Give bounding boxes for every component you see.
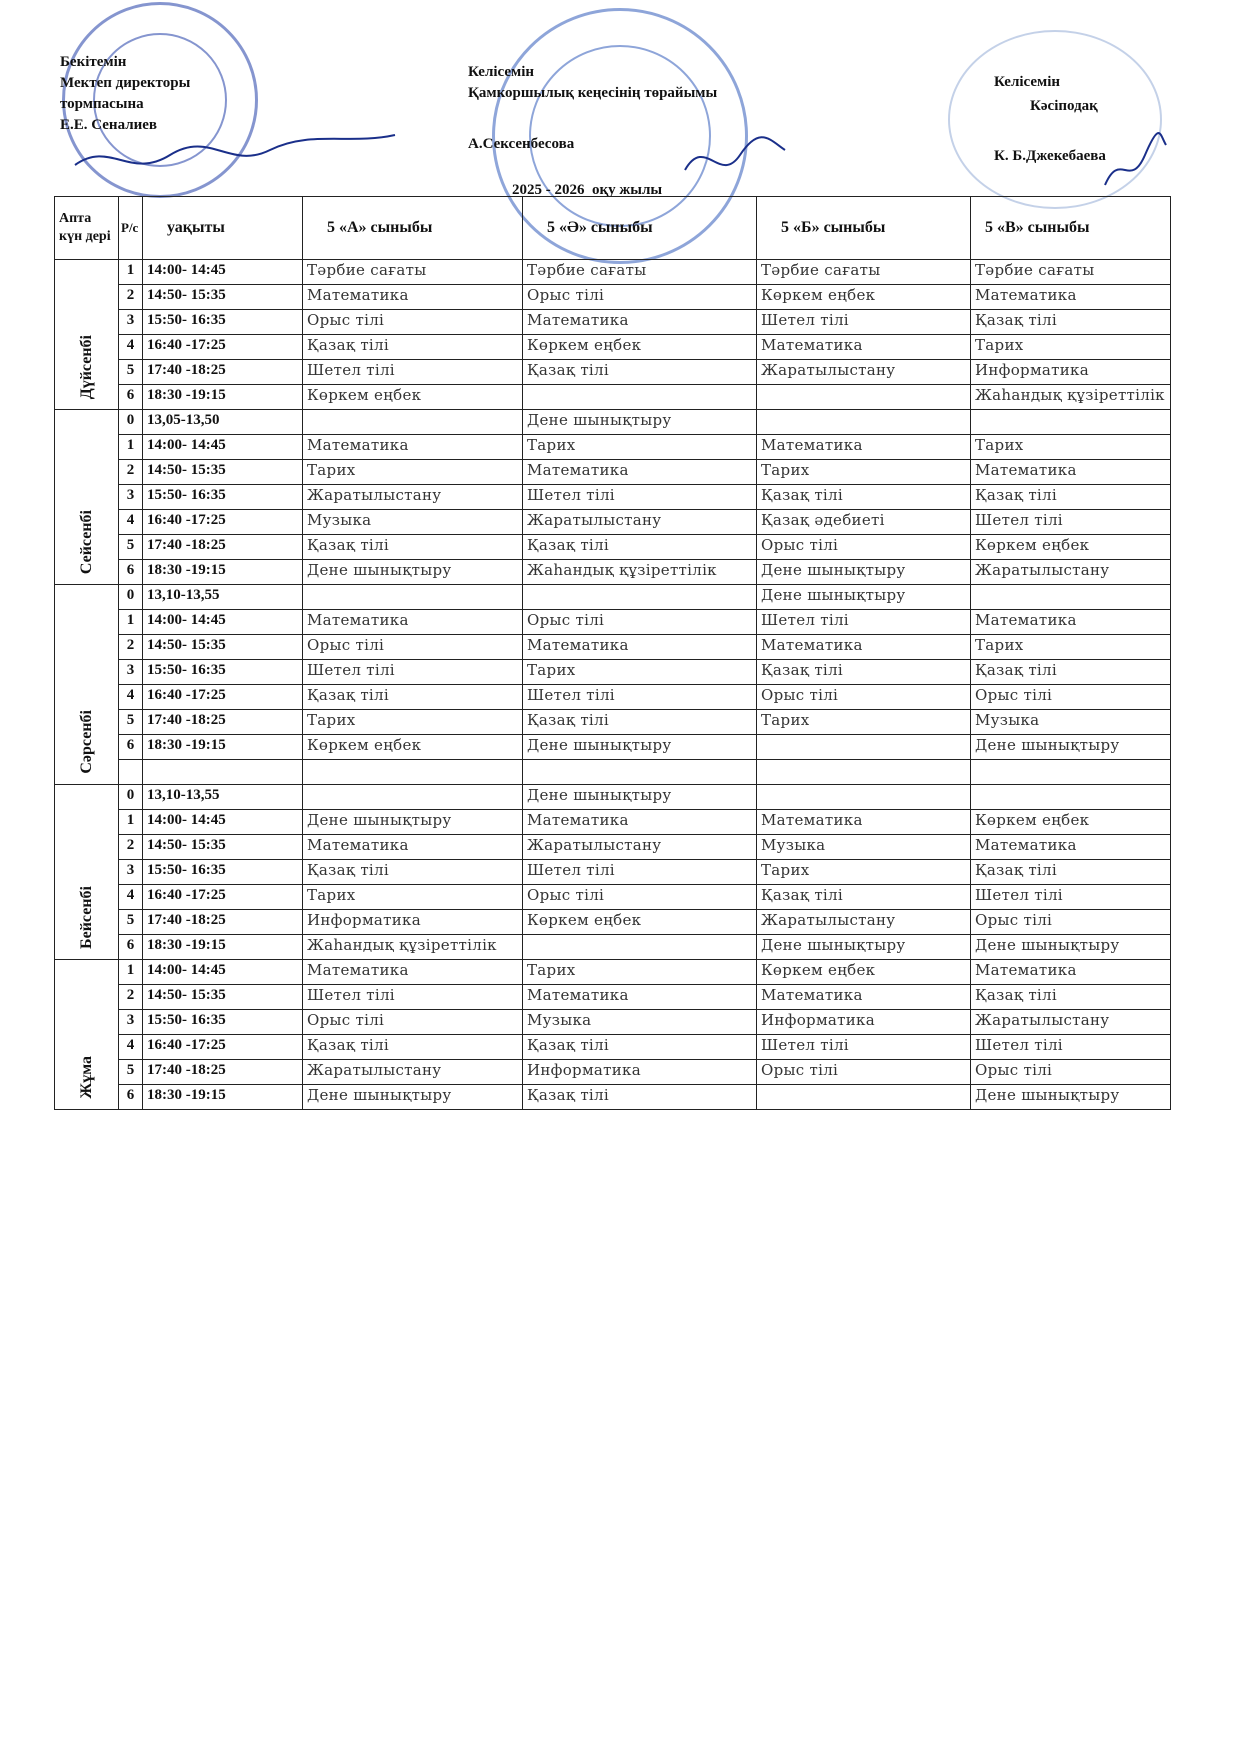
table-row [55,660,1171,685]
subject-cell: Жаһандық құзіреттілік [523,560,757,585]
day-cell [55,260,119,410]
lesson-time: 14:50- 15:35 [143,635,303,660]
subject-cell: Музыка [303,510,523,535]
subject-cell: Математика [303,285,523,310]
table-row [55,935,1171,960]
lesson-time [143,760,303,785]
subject-cell: Дене шынықтыру [303,560,523,585]
lesson-time: 16:40 -17:25 [143,1035,303,1060]
subject-cell: Жаратылыстану [303,485,523,510]
subject-cell: Орыс тілі [303,1010,523,1035]
subject-cell: Тарих [523,960,757,985]
lesson-number: 4 [119,1035,143,1060]
subject-cell: Математика [757,985,971,1010]
lesson-number: 5 [119,535,143,560]
subject-cell: Математика [303,835,523,860]
subject-cell: Музыка [757,835,971,860]
subject-cell: Математика [303,610,523,635]
header-class-5v: 5 «В» сыныбы [971,197,1171,260]
subject-cell: Математика [757,335,971,360]
subject-cell: Дене шынықтыру [971,935,1171,960]
table-row [55,735,1171,760]
lesson-time: 17:40 -18:25 [143,1060,303,1085]
approval-line: тормпасына [60,96,144,112]
subject-cell: Математика [523,985,757,1010]
subject-cell [303,410,523,435]
header-day: Апта күн дері [55,197,119,260]
subject-cell: Тарих [757,460,971,485]
lesson-number: 2 [119,835,143,860]
subject-cell: Дене шынықтыру [757,585,971,610]
subject-cell: Тарих [971,335,1171,360]
lesson-time: 15:50- 16:35 [143,860,303,885]
subject-cell: Математика [523,635,757,660]
subject-cell: Тәрбие сағаты [971,260,1171,285]
table-row [55,585,1171,610]
union-title: Кәсіподақ [1030,98,1098,114]
subject-cell: Информатика [971,360,1171,385]
subject-cell: Орыс тілі [757,1060,971,1085]
subject-cell: Қазақ тілі [303,335,523,360]
lesson-number: 1 [119,435,143,460]
subject-cell [757,1085,971,1110]
subject-cell: Қазақ тілі [971,485,1171,510]
subject-cell: Жаратылыстану [971,560,1171,585]
subject-cell: Информатика [523,1060,757,1085]
lesson-number: 2 [119,635,143,660]
subject-cell [303,585,523,610]
table-row [55,310,1171,335]
subject-cell: Көркем еңбек [757,285,971,310]
subject-cell: Орыс тілі [523,885,757,910]
lesson-number: 6 [119,385,143,410]
lesson-time: 17:40 -18:25 [143,360,303,385]
lesson-time: 14:00- 14:45 [143,810,303,835]
subject-cell: Көркем еңбек [971,535,1171,560]
subject-cell: Орыс тілі [303,310,523,335]
subject-cell: Тәрбие сағаты [303,260,523,285]
subject-cell: Математика [971,460,1171,485]
lesson-number: 5 [119,910,143,935]
subject-cell: Жаратылыстану [523,510,757,535]
table-row [55,1035,1171,1060]
lesson-number: 3 [119,660,143,685]
subject-cell: Қазақ тілі [303,685,523,710]
lesson-time: 17:40 -18:25 [143,710,303,735]
subject-cell [523,935,757,960]
subject-cell: Қазақ тілі [303,1035,523,1060]
day-cell [55,960,119,1110]
lesson-number: 0 [119,585,143,610]
subject-cell: Шетел тілі [757,610,971,635]
subject-cell: Математика [523,460,757,485]
subject-cell: Шетел тілі [971,1035,1171,1060]
subject-cell: Қазақ тілі [523,710,757,735]
table-row [55,885,1171,910]
table-row [55,610,1171,635]
day-cell [55,410,119,585]
lesson-time: 17:40 -18:25 [143,910,303,935]
approval-line: Келісемін [468,64,535,80]
subject-cell: Шетел тілі [523,860,757,885]
subject-cell: Орыс тілі [971,1060,1171,1085]
table-row [55,1060,1171,1085]
table-row [55,760,1171,785]
subject-cell: Қазақ тілі [523,1085,757,1110]
table-row [55,635,1171,660]
academic-year: 2025 - 2026 оқу жылы [512,182,663,198]
table-row [55,510,1171,535]
subject-cell: Қазақ тілі [971,860,1171,885]
subject-cell: Тарих [303,460,523,485]
subject-cell [303,785,523,810]
subject-cell: Дене шынықтыру [757,560,971,585]
table-row [55,910,1171,935]
lesson-time: 18:30 -19:15 [143,1085,303,1110]
lesson-time: 14:50- 15:35 [143,985,303,1010]
subject-cell: Дене шынықтыру [971,735,1171,760]
subject-cell: Математика [757,635,971,660]
header-time: уақыты [143,197,303,260]
subject-cell [971,785,1171,810]
approval-block-council [468,62,717,104]
day-label: Сәрсенбі [77,710,95,774]
subject-cell: Тарих [757,860,971,885]
subject-cell: Қазақ тілі [303,535,523,560]
table-row [55,360,1171,385]
subject-cell: Көркем еңбек [523,910,757,935]
subject-cell: Көркем еңбек [303,735,523,760]
day-label: Сейсенбі [77,509,95,574]
subject-cell: Математика [971,960,1171,985]
subject-cell: Қазақ әдебиеті [757,510,971,535]
header-number: Р/с [119,197,143,260]
subject-cell: Дене шынықтыру [523,785,757,810]
subject-cell: Тарих [971,435,1171,460]
subject-cell: Жаратылыстану [757,910,971,935]
lesson-time: 14:00- 14:45 [143,610,303,635]
lesson-number: 4 [119,885,143,910]
subject-cell [757,385,971,410]
table-row [55,560,1171,585]
approval-block-director [60,52,190,136]
subject-cell [523,385,757,410]
lesson-time: 13,05-13,50 [143,410,303,435]
lesson-time: 14:50- 15:35 [143,285,303,310]
subject-cell: Математика [971,610,1171,635]
subject-cell: Қазақ тілі [971,660,1171,685]
lesson-number: 2 [119,285,143,310]
table-row [55,335,1171,360]
subject-cell: Дене шынықтыру [303,810,523,835]
lesson-time: 16:40 -17:25 [143,685,303,710]
lesson-number: 3 [119,1010,143,1035]
table-row [55,785,1171,810]
table-row [55,285,1171,310]
lesson-time: 18:30 -19:15 [143,385,303,410]
lesson-number: 1 [119,960,143,985]
subject-cell: Дене шынықтыру [523,735,757,760]
lesson-time: 15:50- 16:35 [143,660,303,685]
subject-cell: Қазақ тілі [757,660,971,685]
subject-cell: Тарих [757,710,971,735]
subject-cell: Қазақ тілі [757,885,971,910]
lesson-time: 13,10-13,55 [143,785,303,810]
lesson-number: 5 [119,710,143,735]
subject-cell: Жаһандық құзіреттілік [971,385,1171,410]
lesson-number: 0 [119,785,143,810]
table-row [55,410,1171,435]
approval-line: Қамкоршылық кеңесінің төрайымы [468,85,718,101]
lesson-number: 4 [119,510,143,535]
subject-cell: Жаратылыстану [523,835,757,860]
lesson-number: 6 [119,1085,143,1110]
lesson-number: 6 [119,735,143,760]
lesson-time: 14:50- 15:35 [143,835,303,860]
lesson-time: 14:00- 14:45 [143,260,303,285]
subject-cell: Дене шынықтыру [971,1085,1171,1110]
subject-cell: Математика [523,810,757,835]
table-row [55,435,1171,460]
subject-cell: Шетел тілі [303,360,523,385]
lesson-number: 2 [119,460,143,485]
subject-cell: Математика [757,810,971,835]
table-row [55,460,1171,485]
lesson-number: 3 [119,860,143,885]
council-signature [680,130,790,190]
lesson-time: 16:40 -17:25 [143,885,303,910]
subject-cell: Орыс тілі [523,610,757,635]
subject-cell: Орыс тілі [523,285,757,310]
subject-cell: Математика [303,960,523,985]
subject-cell: Математика [971,835,1171,860]
subject-cell [757,760,971,785]
approval-line: Е.Е. Сеналиев [60,117,158,133]
subject-cell [971,760,1171,785]
subject-cell: Жаратылыстану [303,1060,523,1085]
subject-cell: Шетел тілі [971,885,1171,910]
subject-cell: Дене шынықтыру [303,1085,523,1110]
approval-line: Келісемін [994,74,1061,90]
subject-cell: Информатика [757,1010,971,1035]
lesson-time: 17:40 -18:25 [143,535,303,560]
subject-cell [523,760,757,785]
table-row [55,835,1171,860]
council-head-name: А.Сексенбесова [468,136,575,152]
subject-cell: Көркем еңбек [971,810,1171,835]
header-class-5ae: 5 «Ә» сыныбы [523,197,757,260]
subject-cell: Шетел тілі [523,485,757,510]
subject-cell: Қазақ тілі [303,860,523,885]
subject-cell: Дене шынықтыру [757,935,971,960]
table-row [55,810,1171,835]
subject-cell [757,735,971,760]
lesson-number: 5 [119,1060,143,1085]
subject-cell: Шетел тілі [971,510,1171,535]
lesson-time: 15:50- 16:35 [143,485,303,510]
subject-cell [757,785,971,810]
lesson-number: 2 [119,985,143,1010]
subject-cell: Тарих [523,435,757,460]
subject-cell: Көркем еңбек [523,335,757,360]
lesson-number: 4 [119,685,143,710]
union-head-name: К. Б.Джекебаева [994,148,1106,164]
subject-cell: Қазақ тілі [523,535,757,560]
subject-cell [303,760,523,785]
subject-cell: Жаратылыстану [971,1010,1171,1035]
subject-cell [971,410,1171,435]
subject-cell: Музыка [523,1010,757,1035]
lesson-number: 6 [119,935,143,960]
subject-cell: Дене шынықтыру [523,410,757,435]
lesson-time: 18:30 -19:15 [143,735,303,760]
subject-cell [971,585,1171,610]
approval-line: Бекітемін [60,54,127,70]
lesson-time: 16:40 -17:25 [143,335,303,360]
subject-cell: Қазақ тілі [971,985,1171,1010]
lesson-number: 3 [119,310,143,335]
subject-cell: Қазақ тілі [523,1035,757,1060]
subject-cell: Шетел тілі [757,310,971,335]
header-class-5b: 5 «Б» сыныбы [757,197,971,260]
subject-cell: Орыс тілі [757,685,971,710]
lesson-number: 5 [119,360,143,385]
lesson-time: 18:30 -19:15 [143,560,303,585]
lesson-time: 13,10-13,55 [143,585,303,610]
subject-cell: Жаратылыстану [757,360,971,385]
lesson-number [119,760,143,785]
subject-cell: Тәрбие сағаты [757,260,971,285]
table-row [55,260,1171,285]
subject-cell: Информатика [303,910,523,935]
subject-cell: Орыс тілі [971,685,1171,710]
subject-cell: Жаһандық құзіреттілік [303,935,523,960]
lesson-number: 6 [119,560,143,585]
subject-cell: Көркем еңбек [303,385,523,410]
subject-cell: Шетел тілі [303,660,523,685]
subject-cell: Қазақ тілі [523,360,757,385]
subject-cell: Тарих [971,635,1171,660]
day-label: Жұма [77,1056,95,1099]
lesson-time: 15:50- 16:35 [143,310,303,335]
table-row [55,860,1171,885]
lesson-time: 14:00- 14:45 [143,435,303,460]
table-row [55,685,1171,710]
lesson-number: 0 [119,410,143,435]
table-row [55,485,1171,510]
lesson-number: 1 [119,810,143,835]
table-row [55,710,1171,735]
lesson-number: 1 [119,610,143,635]
subject-cell: Қазақ тілі [971,310,1171,335]
lesson-time: 18:30 -19:15 [143,935,303,960]
subject-cell: Орыс тілі [971,910,1171,935]
subject-cell: Қазақ тілі [757,485,971,510]
approval-block-union [994,72,1060,93]
lesson-number: 3 [119,485,143,510]
subject-cell: Математика [303,435,523,460]
lesson-time: 16:40 -17:25 [143,510,303,535]
subject-cell: Тарих [303,710,523,735]
day-cell [55,785,119,960]
subject-cell: Көркем еңбек [757,960,971,985]
subject-cell: Шетел тілі [757,1035,971,1060]
lesson-number: 4 [119,335,143,360]
header-class-5a: 5 «А» сыныбы [303,197,523,260]
day-label: Бейсенбі [77,886,95,949]
table-row [55,535,1171,560]
subject-cell: Тарих [303,885,523,910]
subject-cell: Тарих [523,660,757,685]
subject-cell: Музыка [971,710,1171,735]
subject-cell: Шетел тілі [523,685,757,710]
table-row [55,385,1171,410]
subject-cell: Тәрбие сағаты [523,260,757,285]
lesson-time: 15:50- 16:35 [143,1010,303,1035]
table-row [55,1010,1171,1035]
subject-cell: Шетел тілі [303,985,523,1010]
table-row [55,960,1171,985]
schedule-body [55,260,1171,1110]
table-row [55,1085,1171,1110]
subject-cell: Орыс тілі [757,535,971,560]
day-label: Дүйсенбі [77,334,95,399]
approval-line: Мектеп директоры [60,75,191,91]
schedule-table [54,196,1171,1110]
subject-cell: Математика [757,435,971,460]
union-signature [1100,130,1170,200]
subject-cell: Математика [523,310,757,335]
subject-cell [523,585,757,610]
day-cell [55,585,119,785]
subject-cell: Орыс тілі [303,635,523,660]
table-header-row [55,197,1171,260]
lesson-time: 14:00- 14:45 [143,960,303,985]
subject-cell: Математика [971,285,1171,310]
lesson-number: 1 [119,260,143,285]
subject-cell [757,410,971,435]
table-row [55,985,1171,1010]
lesson-time: 14:50- 15:35 [143,460,303,485]
